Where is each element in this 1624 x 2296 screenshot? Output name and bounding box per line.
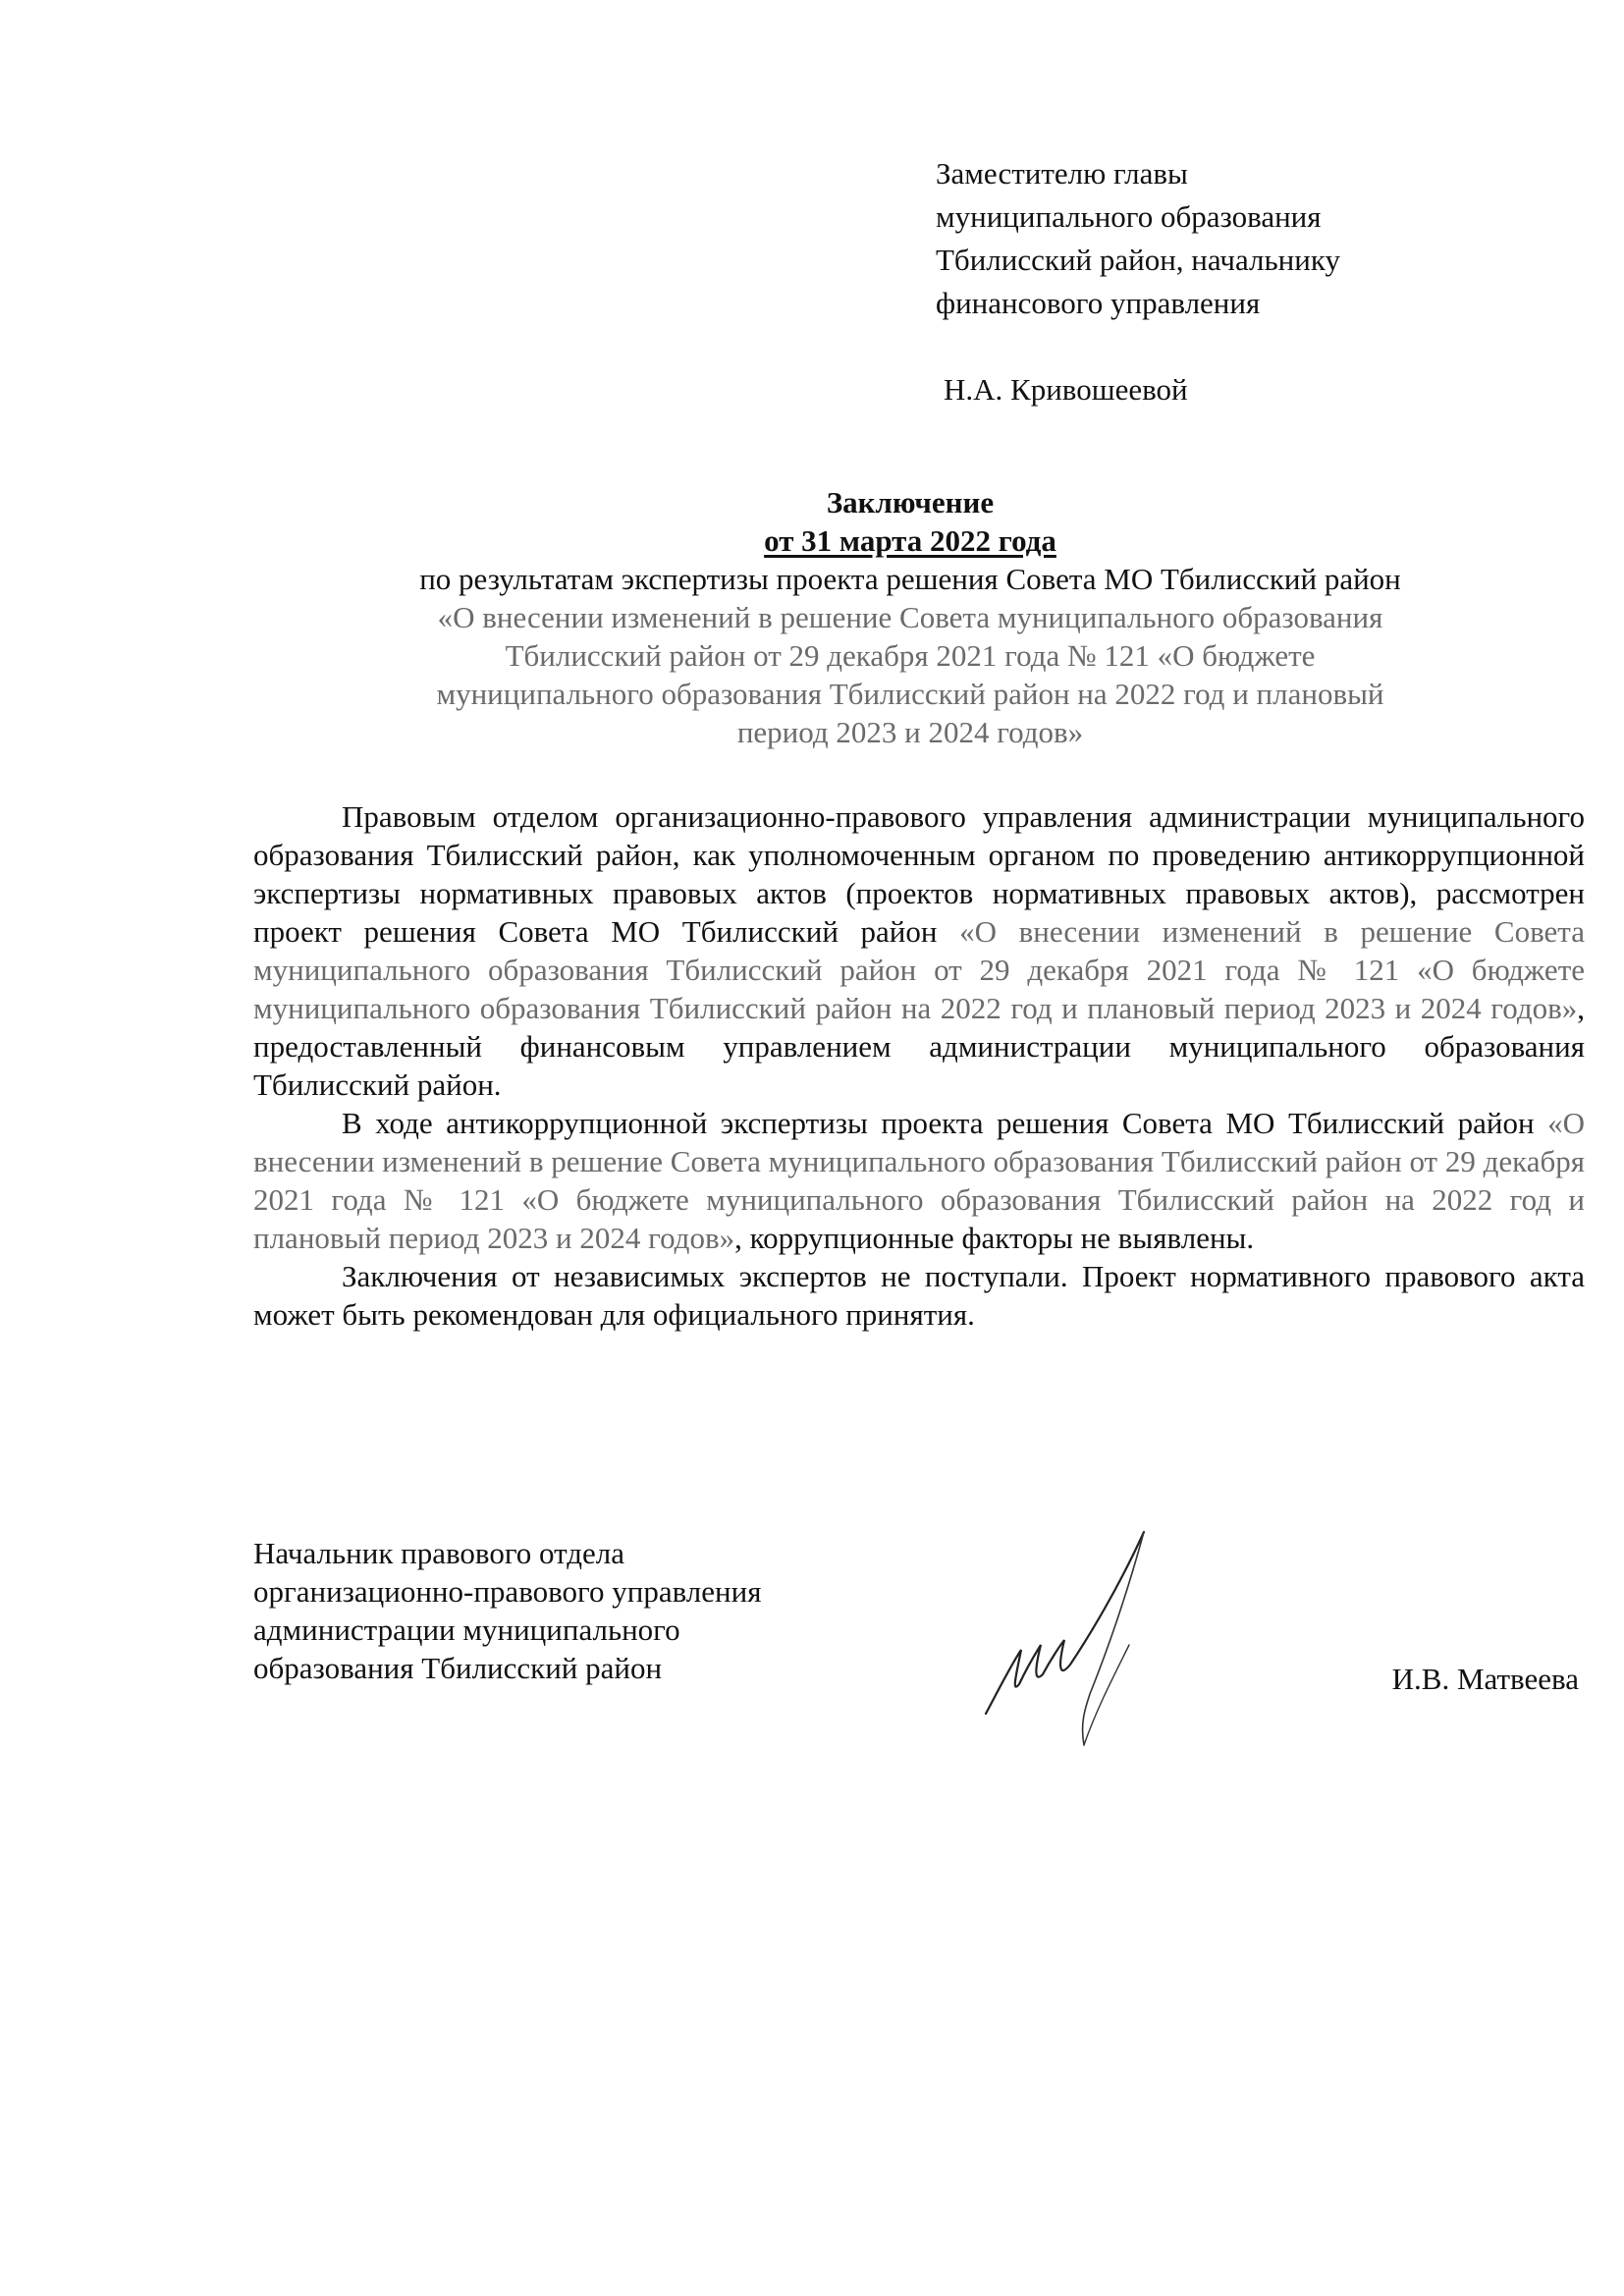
addressee-block [936,152,1340,411]
title-quote-line: муниципального образования Тбилисский район на 2022 год и плановый [436,677,1384,711]
document-title [245,483,1575,751]
paragraph-2 [253,1104,1585,1257]
addressee-name: Н.А. Кривошеевой [944,372,1188,407]
paragraph-quote: «О внесении изменений в решение Совета муниципального образования Тбилисский район от 29 декабря 2021 года № 121 «О бюджете муниципального образования Тбилисский район на 2022 год и плановый период 2023 и 2024 годов» [253,914,1585,1025]
position-line: администрации муниципального [253,1613,680,1647]
title-heading: Заключение [826,485,995,519]
document-body [253,797,1585,1334]
paragraph-1 [253,797,1585,1104]
title-quote-line: Тбилисский район от 29 декабря 2021 года № 121 «О бюджете [505,638,1316,673]
addressee-line: Тбилисский район, начальнику [936,243,1340,277]
title-quote-line: «О внесении изменений в решение Совета муниципального образования [437,600,1383,634]
title-date: от 31 марта 2022 года [764,523,1056,558]
handwritten-signature [982,1527,1237,1753]
addressee-line: финансового управления [936,286,1261,320]
paragraph-text: В ходе антикоррупционной экспертизы проекта решения Совета МО Тбилисский район [342,1106,1548,1140]
paragraph-text: , коррупционные факторы не выявлены. [734,1221,1255,1255]
addressee-line: муниципального образования [936,199,1322,234]
paragraph-3: Заключения от независимых экспертов не поступали. Проект нормативного правового акта может быть рекомендован для официального принятия. [253,1259,1585,1332]
position-line: Начальник правового отдела [253,1536,625,1570]
signer-position [253,1534,761,1687]
position-line: организационно-правового управления [253,1574,762,1609]
paragraph-text: Правовым отделом организационно-правового управления администрации муниципального образования Тбилисский район, как уполномоченным органом по проведению антикоррупционной экспертизы нормативных правовых актов (проектов нормативных правовых актов), рассмотрен проект решения Совета МО Тбилисский район [253,799,1585,949]
paragraph-text: , предоставленный финансовым управлением администрации муниципального образования Тбилисский район. [253,991,1585,1102]
signer-name: И.В. Матвеева [1391,1662,1579,1696]
title-quote-line: период 2023 и 2024 годов» [736,715,1084,749]
paragraph-quote: «О внесении изменений в решение Совета муниципального образования Тбилисский район от 29 декабря 2021 года № 121 «О бюджете муниципального образования Тбилисский район на 2022 год и плановый период 2023 и 2024 годов» [253,1106,1585,1255]
title-subtitle: по результатам экспертизы проекта решения Совета МО Тбилисский район [419,562,1401,596]
addressee-line: Заместителю главы [936,156,1188,191]
position-line: образования Тбилисский район [253,1651,663,1685]
